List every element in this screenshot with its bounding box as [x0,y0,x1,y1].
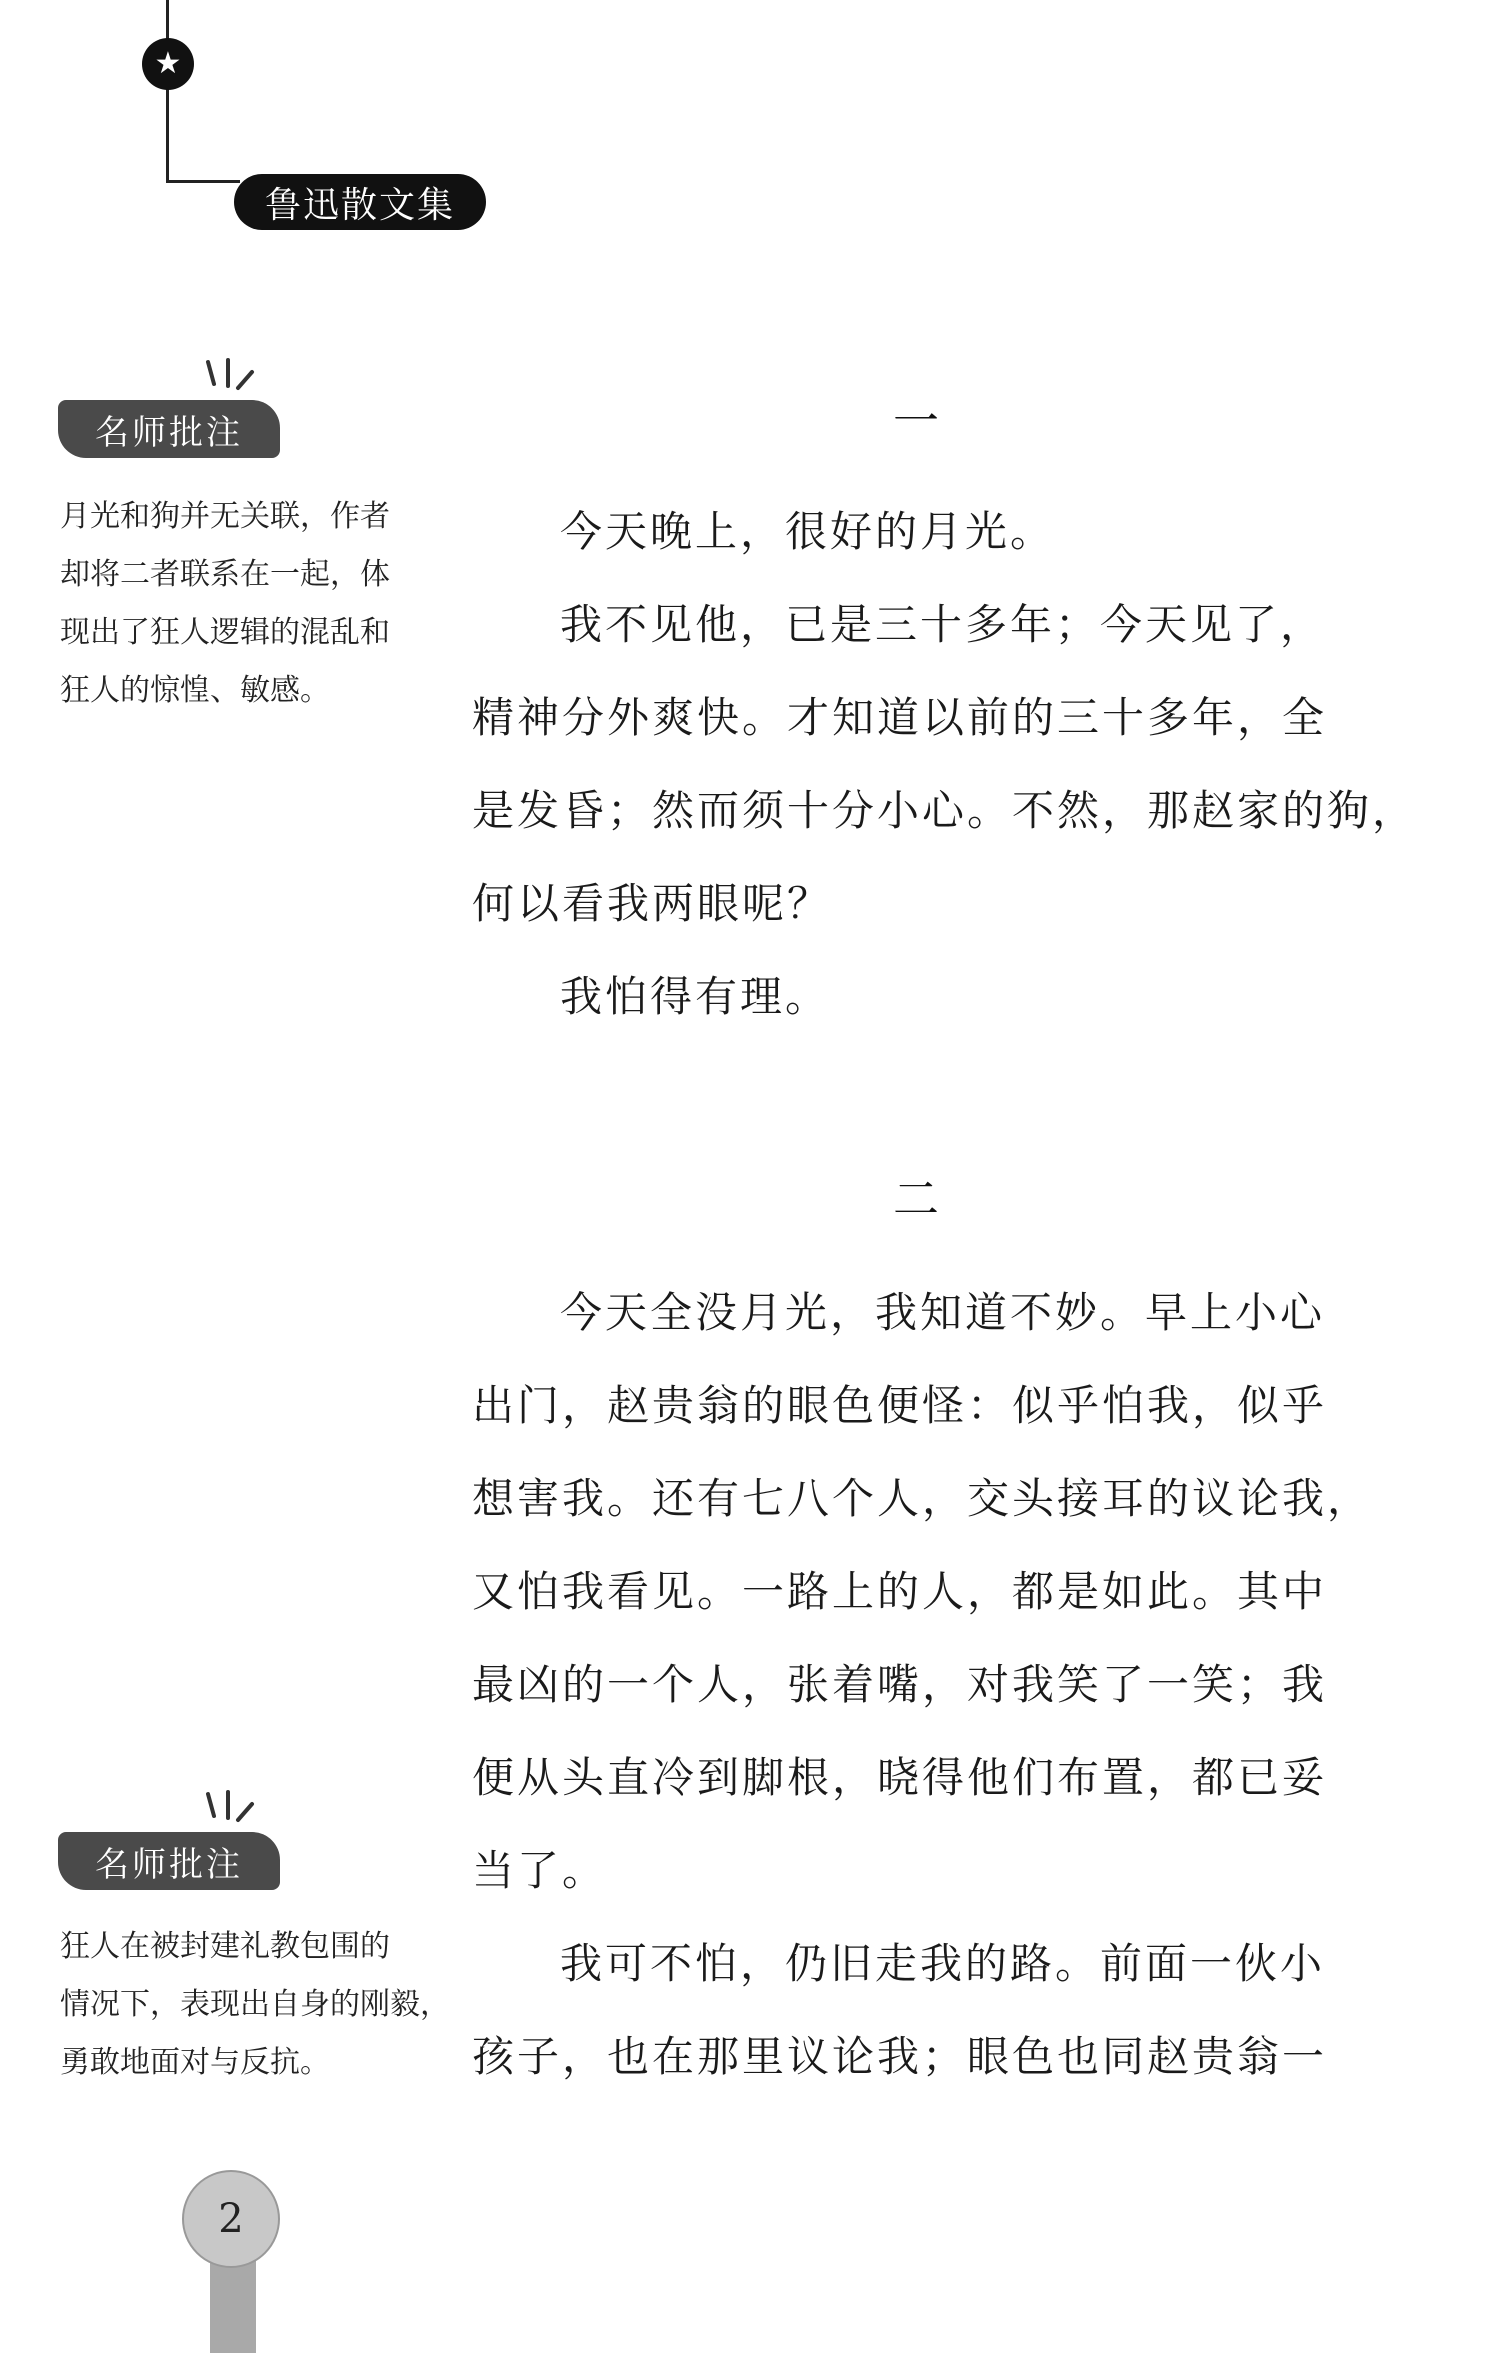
section-body [472,1266,1373,2103]
text-line: 出门，赵贵翁的眼色便怪：似乎怕我，似乎 [472,1381,1328,1430]
annotation-tag-label: 名师批注 [95,412,243,453]
text-line: 今天晚上，很好的月光。 [560,507,1056,556]
annotation-line: 狂人在被封建礼教包围的 [60,1929,390,1964]
section-title: 二 [893,1172,939,1226]
annotation-line: 月光和狗并无关联，作者 [60,499,390,534]
header-horizontal-line [166,180,240,183]
annotation-tag [58,1832,280,1890]
text-line: 何以看我两眼呢？ [472,879,833,928]
star-icon: ★ [142,38,194,90]
text-line: 今天全没月光，我知道不妙。早上小心 [560,1288,1326,1337]
annotation-line: 情况下，表现出自身的刚毅， [60,1987,450,2022]
annotation-tag-label: 名师批注 [95,1844,243,1885]
text-line: 便从头直冷到脚根，晓得他们布置，都已妥 [472,1753,1328,1802]
text-line: 最凶的一个人，张着嘴，对我笑了一笑；我 [472,1660,1328,1709]
section-body [472,485,1418,1043]
annotation-text [60,488,430,720]
text-line: 是发昏；然而须十分小心。不然，那赵家的狗， [472,786,1418,835]
annotation-text [60,1918,450,2092]
annotation-line: 狂人的惊惶、敏感。 [60,673,330,708]
text-line: 我怕得有理。 [560,972,831,1021]
annotation-line: 却将二者联系在一起，体 [60,557,390,592]
text-line: 精神分外爽快。才知道以前的三十多年，全 [472,693,1328,742]
text-line: 我可不怕，仍旧走我的路。前面一伙小 [560,1939,1326,1988]
book-title-badge [234,174,486,230]
annotation-line: 现出了狂人逻辑的混乱和 [60,615,390,650]
annotation-line: 勇敢地面对与反抗。 [60,2045,330,2080]
section-title: 一 [893,394,939,448]
text-line: 当了。 [472,1846,608,1895]
text-line: 又怕我看见。一路上的人，都是如此。其中 [472,1567,1328,1616]
text-line: 孩子，也在那里议论我；眼色也同赵贵翁一 [472,2032,1328,2081]
header-vertical-line [166,0,169,182]
book-title: 鲁迅散文集 [264,184,455,226]
annotation-tag [58,400,280,458]
page-number-badge [182,2170,280,2268]
burst-rays-icon [200,358,260,398]
page-number: 2 [218,2196,244,2242]
text-line: 我不见他，已是三十多年；今天见了， [560,600,1326,649]
burst-rays-icon [200,1790,260,1830]
text-line: 想害我。还有七八个人，交头接耳的议论我， [472,1474,1373,1523]
